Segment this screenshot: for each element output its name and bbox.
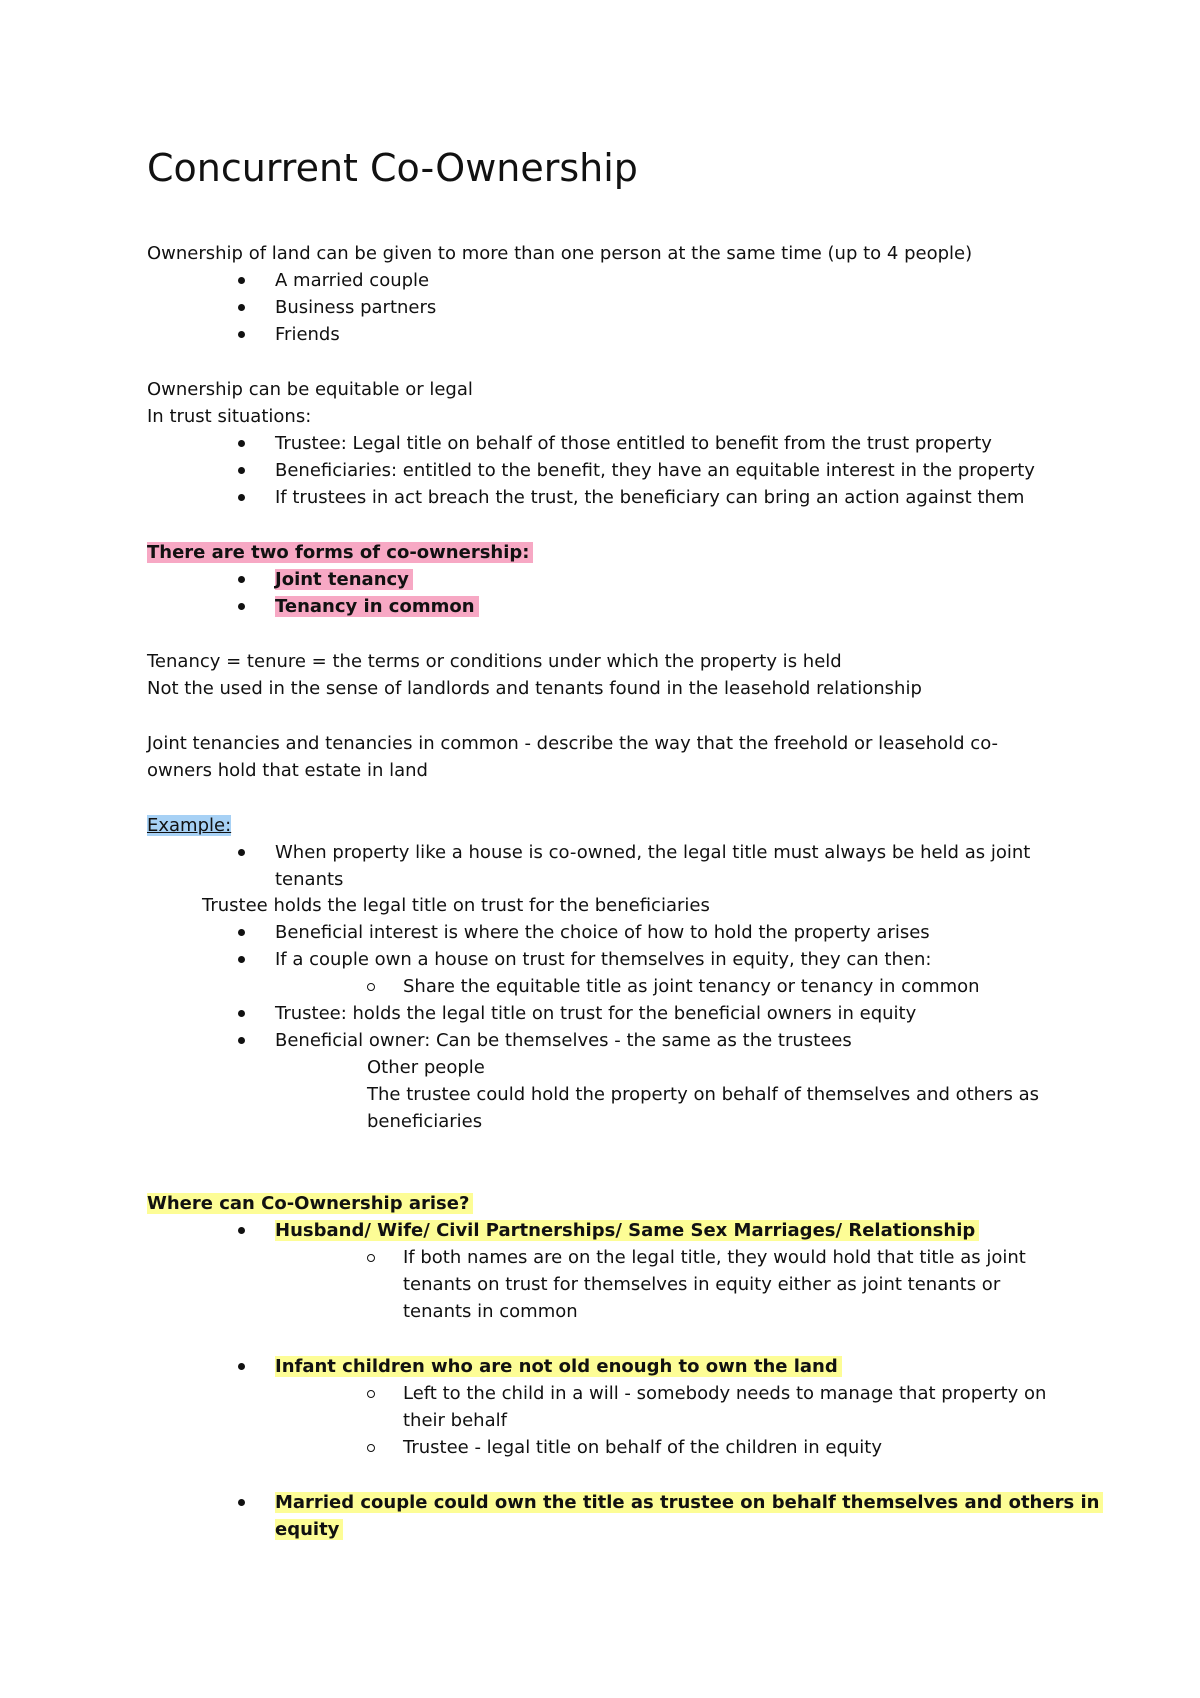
- example-heading: [147, 815, 231, 837]
- list-item-cont: [275, 1519, 343, 1541]
- trust-heading: In trust situations:: [147, 406, 312, 427]
- sub-list-item-cont: their behalf: [403, 1410, 507, 1431]
- bullet-icon: [238, 929, 245, 936]
- list-item: Friends: [275, 324, 340, 345]
- equitable-line: Ownership can be equitable or legal: [147, 379, 473, 400]
- where-item-text: Infant children who are not old enough to own the land: [275, 1356, 842, 1377]
- joint-description-cont: owners hold that estate in land: [147, 760, 428, 781]
- sub-list-item-cont: tenants in common: [403, 1301, 578, 1322]
- list-item: [275, 1492, 1103, 1514]
- circle-bullet-icon: [367, 1444, 375, 1452]
- forms-heading-text: There are two forms of co-ownership:: [147, 542, 533, 563]
- where-item-text: Married couple could own the title as trustee on behalf themselves and others in: [275, 1492, 1103, 1513]
- bullet-icon: [238, 603, 245, 610]
- joint-tenancy-label: Joint tenancy: [275, 569, 413, 590]
- list-item: Trustee: holds the legal title on trust for the beneficial owners in equity: [275, 1003, 917, 1024]
- sub-list-item: If both names are on the legal title, they would hold that title as joint: [403, 1247, 1026, 1268]
- sub-list-item: Share the equitable title as joint tenancy or tenancy in common: [403, 976, 980, 997]
- bullet-icon: [238, 440, 245, 447]
- bullet-icon: [238, 494, 245, 501]
- list-item: When property like a house is co-owned, the legal title must always be held as joint: [275, 842, 1031, 863]
- list-item: If a couple own a house on trust for themselves in equity, they can then:: [275, 949, 932, 970]
- bullet-icon: [238, 1037, 245, 1044]
- intro-text: Ownership of land can be given to more than one person at the same time (up to 4 people): [147, 243, 973, 264]
- example-heading-text: Example:: [147, 815, 232, 836]
- list-item-cont: tenants: [275, 869, 344, 890]
- joint-description: Joint tenancies and tenancies in common - describe the way that the freehold or leasehold co-: [147, 733, 999, 754]
- list-item: Beneficial owner: Can be themselves - the same as the trustees: [275, 1030, 852, 1051]
- list-item: Beneficiaries: entitled to the benefit, they have an equitable interest in the property: [275, 460, 1035, 481]
- bullet-icon: [238, 1363, 245, 1370]
- bullet-icon: [238, 277, 245, 284]
- where-item-text: equity: [275, 1519, 343, 1540]
- sub-list-item: Trustee - legal title on behalf of the children in equity: [403, 1437, 883, 1458]
- sub-list-item: Left to the child in a will - somebody needs to manage that property on: [403, 1383, 1047, 1404]
- list-item: Beneficial interest is where the choice of how to hold the property arises: [275, 922, 930, 943]
- list-item: Business partners: [275, 297, 437, 318]
- list-item: A married couple: [275, 270, 430, 291]
- tenancy-definition: Tenancy = tenure = the terms or conditions under which the property is held: [147, 651, 842, 672]
- indented-line: Other people: [367, 1057, 485, 1078]
- bullet-icon: [238, 1227, 245, 1234]
- list-item: Trustee: Legal title on behalf of those entitled to benefit from the trust property: [275, 433, 992, 454]
- tenancy-in-common-label: Tenancy in common: [275, 596, 479, 617]
- trustee-holds-line: Trustee holds the legal title on trust for the beneficiaries: [202, 895, 710, 916]
- bullet-icon: [238, 849, 245, 856]
- circle-bullet-icon: [367, 983, 375, 991]
- bullet-icon: [238, 576, 245, 583]
- circle-bullet-icon: [367, 1390, 375, 1398]
- bullet-icon: [238, 1499, 245, 1506]
- list-item: If trustees in act breach the trust, the beneficiary can bring an action against them: [275, 487, 1025, 508]
- tenancy-definition-note: Not the used in the sense of landlords and tenants found in the leasehold relationship: [147, 678, 922, 699]
- circle-bullet-icon: [367, 1254, 375, 1262]
- where-heading-text: Where can Co-Ownership arise?: [147, 1193, 473, 1214]
- page-title: Concurrent Co-Ownership: [147, 146, 638, 190]
- list-item: [275, 569, 413, 591]
- list-item: [275, 1220, 979, 1242]
- list-item: [275, 596, 479, 618]
- forms-heading: [147, 542, 533, 564]
- where-heading: [147, 1193, 473, 1215]
- list-item: [275, 1356, 842, 1378]
- bullet-icon: [238, 467, 245, 474]
- where-item-text: Husband/ Wife/ Civil Partnerships/ Same Sex Marriages/ Relationship: [275, 1220, 979, 1241]
- indented-line: The trustee could hold the property on behalf of themselves and others as: [367, 1084, 1040, 1105]
- bullet-icon: [238, 331, 245, 338]
- bullet-icon: [238, 1010, 245, 1017]
- bullet-icon: [238, 304, 245, 311]
- indented-line: beneficiaries: [367, 1111, 483, 1132]
- sub-list-item-cont: tenants on trust for themselves in equity either as joint tenants or: [403, 1274, 1001, 1295]
- bullet-icon: [238, 956, 245, 963]
